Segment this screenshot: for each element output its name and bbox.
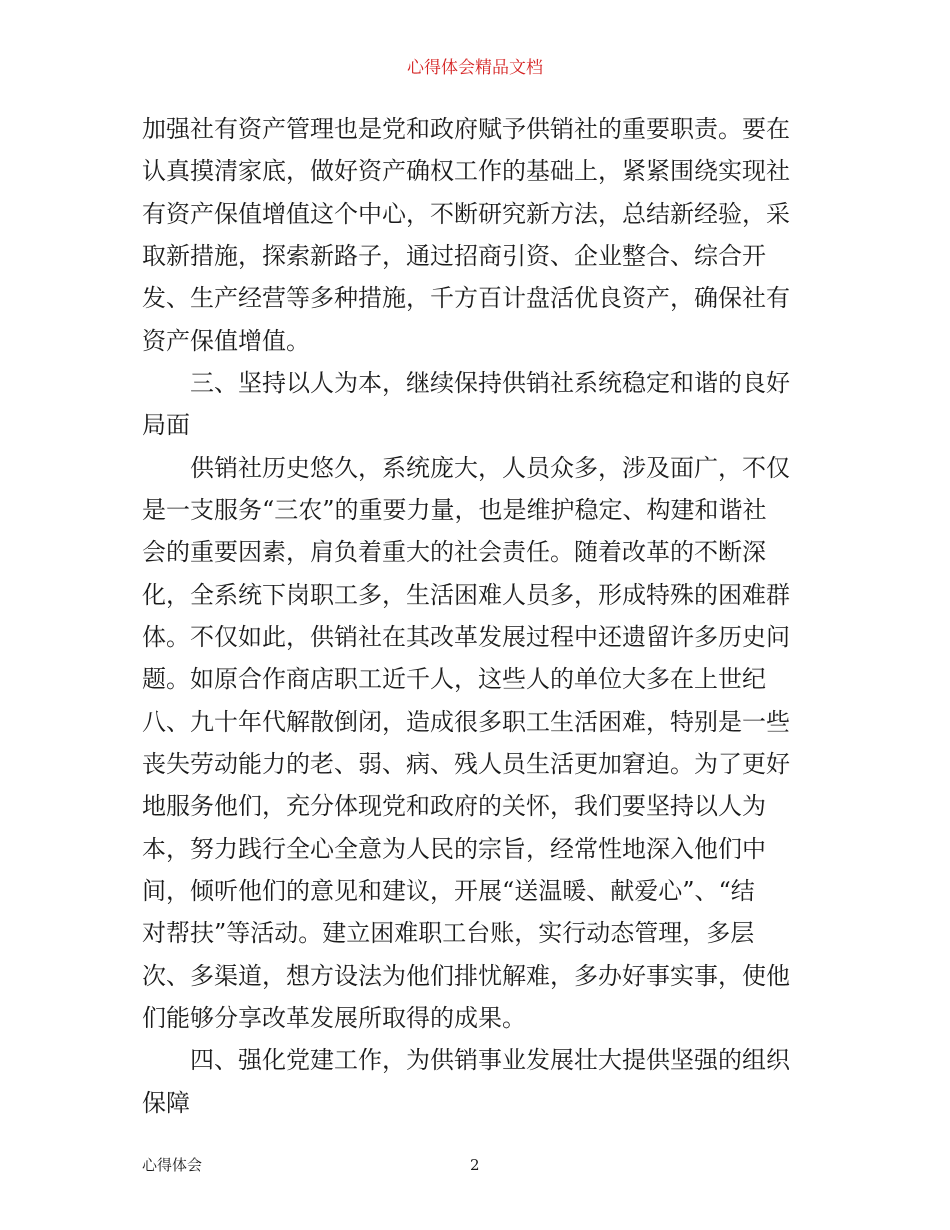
text-line: 取新措施，探索新路子，通过招商引资、企业整合、综合开 [142,242,766,270]
text-line: 间，倾听他们的意见和建议，开展“送温暖、献爱心”、“结 [142,877,755,905]
text-line: 丧失劳动能力的老、弱、病、残人员生活更加窘迫。为了更好 [142,750,790,778]
text-line: 次、多渠道，想方设法为他们排忧解难，多办好事实事，使他 [142,962,790,990]
section-heading: 四、强化党建工作，为供销事业发展壮大提供坚强的组织 [190,1046,790,1074]
section-heading-continued: 局面 [142,411,190,439]
text-line: 题。如原合作商店职工近千人，这些人的单位大多在上世纪 [142,665,766,693]
text-line: 体。不仅如此，供销社在其改革发展过程中还遗留许多历史问 [142,623,790,651]
text-line: 有资产保值增值这个中心，不断研究新方法，总结新经验，采 [142,200,790,228]
page-number: 2 [470,1156,480,1174]
text-line: 认真摸清家底，做好资产确权工作的基础上，紧紧围绕实现社 [142,157,790,185]
text-line: 发、生产经营等多种措施，千方百计盘活优良资产，确保社有 [142,284,790,312]
section-heading-continued: 保障 [142,1089,190,1117]
footer-label: 心得体会 [142,1156,203,1174]
text-line: 化，全系统下岗职工多，生活困难人员多，形成特殊的困难群 [142,581,790,609]
text-line: 是一支服务“三农”的重要力量，也是维护稳定、构建和谐社 [142,496,767,524]
text-line: 供销社历史悠久，系统庞大，人员众多，涉及面广，不仅 [190,454,790,482]
document-header: 心得体会精品文档 [407,58,543,78]
text-line: 会的重要因素，肩负着重大的社会责任。随着改革的不断深 [142,538,766,566]
text-line: 加强社有资产管理也是党和政府赋予供销社的重要职责。要在 [142,115,790,143]
text-line: 八、九十年代解散倒闭，造成很多职工生活困难，特别是一些 [142,708,790,736]
section-heading: 三、坚持以人为本，继续保持供销社系统稳定和谐的良好 [190,369,790,397]
text-line: 对帮扶”等活动。建立困难职工台账，实行动态管理，多层 [142,919,755,947]
text-line: 们能够分享改革发展所取得的成果。 [142,1004,526,1032]
text-line: 本，努力践行全心全意为人民的宗旨，经常性地深入他们中 [142,835,766,863]
text-line: 资产保值增值。 [142,327,310,355]
text-line: 地服务他们，充分体现党和政府的关怀，我们要坚持以人为 [142,792,766,820]
